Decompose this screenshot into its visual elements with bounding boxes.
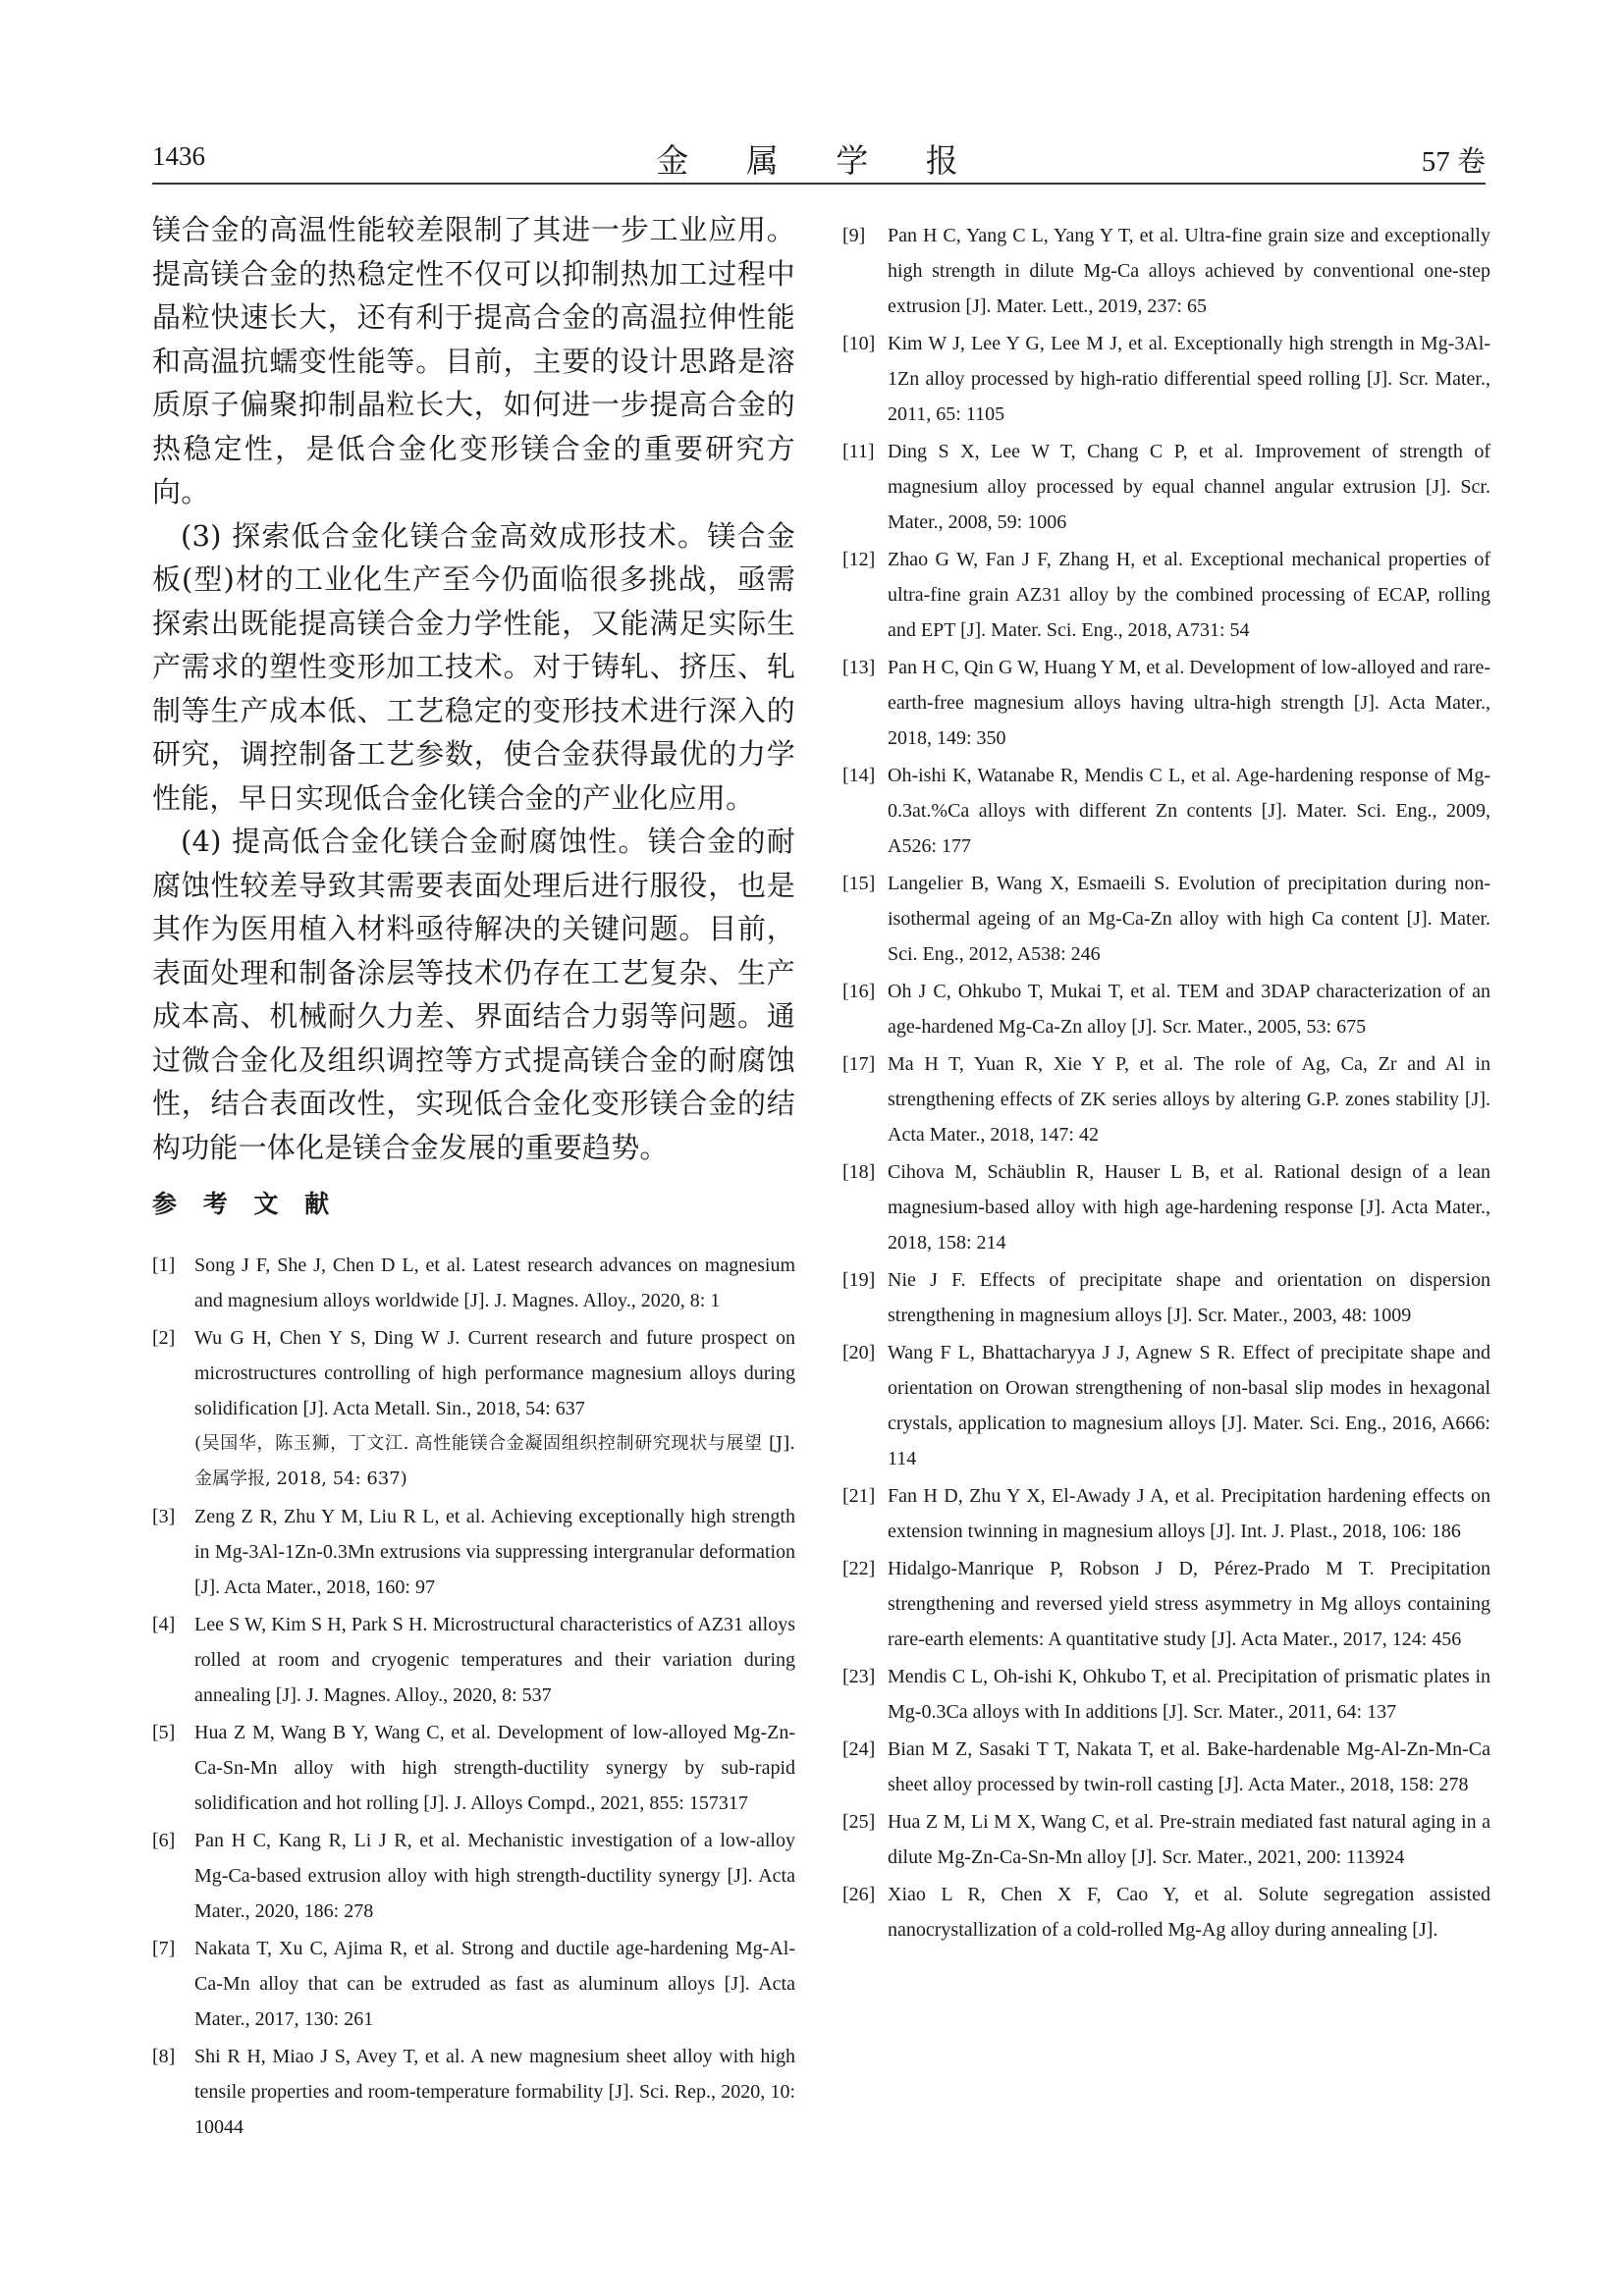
reference-item — [842, 434, 1490, 540]
reference-text: Mendis C L, Oh-ishi K, Ohkubo T, et al. Precipitation of prismatic plates in Mg-0.3Ca alloys with In additions [J]. Scr. Mater., 2011, 64: 137 — [888, 1666, 1490, 1723]
reference-text: Hua Z M, Wang B Y, Wang C, et al. Development of low-alloyed Mg-Zn-Ca-Sn-Mn alloy with high strength-ductility synergy by sub-rapid solidification and hot rolling [J]. J. Alloys Compd., 2021, 855: 157317 — [194, 1722, 795, 1814]
reference-number: [14] — [842, 765, 876, 786]
reference-number: [7] — [152, 1938, 176, 1959]
reference-text: Hua Z M, Li M X, Wang C, et al. Pre-strain mediated fast natural aging in a dilute Mg-Zn-Ca-Sn-Mn alloy [J]. Scr. Mater., 2021, 200: 113924 — [888, 1811, 1490, 1868]
reference-number: [26] — [842, 1884, 876, 1905]
reference-item — [842, 1478, 1490, 1549]
reference-text: Ma H T, Yuan R, Xie Y P, et al. The role of Ag, Ca, Zr and Al in strengthening effects of ZK series alloys by altering G.P. zones stability [J]. Acta Mater., 2018, 147: 42 — [888, 1053, 1490, 1146]
body-paragraph: (3) 探索低合金化镁合金高效成形技术。镁合金板(型)材的工业化生产至今仍面临很多挑战，亟需探索出既能提高镁合金力学性能，又能满足实际生产需求的塑性变形加工技术。对于铸轧、挤压、轧制等生产成本低、工艺稳定的变形技术进行深入的研究，调控制备工艺参数，使合金获得最优的力学性能，早日实现低合金化镁合金的产业化应用。 — [152, 518, 795, 815]
reference-translation: (吴国华，陈玉狮，丁文江. 高性能镁合金凝固组织控制研究现状与展望 [J]. 金属学报, 2018, 54: 637) — [194, 1433, 795, 1489]
reference-number: [3] — [152, 1506, 176, 1527]
reference-item — [842, 1335, 1490, 1476]
reference-number: [11] — [842, 441, 875, 462]
reference-number: [21] — [842, 1485, 876, 1507]
reference-text: Pan H C, Yang C L, Yang Y T, et al. Ultra-fine grain size and exceptionally high strength in dilute Mg-Ca alloys achieved by conventional one-step extrusion [J]. Mater. Lett., 2019, 237: 65 — [888, 225, 1490, 317]
volume-label: 57 卷 — [1421, 146, 1486, 178]
reference-text: Nie J F. Effects of precipitate shape and orientation on dispersion strengthening in magnesium alloys [J]. Scr. Mater., 2003, 48: 1009 — [888, 1269, 1490, 1326]
reference-item — [152, 2039, 795, 2145]
reference-number: [9] — [842, 225, 866, 246]
reference-number: [17] — [842, 1053, 876, 1075]
reference-list — [152, 1248, 795, 2145]
reference-item — [152, 1715, 795, 1821]
reference-item — [842, 326, 1490, 432]
reference-text: Song J F, She J, Chen D L, et al. Latest research advances on magnesium and magnesium alloys worldwide [J]. J. Magnes. Alloy., 2020, 8: 1 — [194, 1255, 795, 1311]
reference-number: [15] — [842, 873, 876, 894]
reference-number: [20] — [842, 1342, 876, 1363]
reference-number: [13] — [842, 657, 876, 678]
reference-text: Cihova M, Schäublin R, Hauser L B, et al. Rational design of a lean magnesium-based alloy with high age-hardening response [J]. Acta Mater., 2018, 158: 214 — [888, 1161, 1490, 1254]
reference-item — [152, 1823, 795, 1929]
reference-text: Oh-ishi K, Watanabe R, Mendis C L, et al. Age-hardening response of Mg-0.3at.%Ca alloys with different Zn contents [J]. Mater. Sci. Eng., 2009, A526: 177 — [888, 765, 1490, 857]
reference-number: [6] — [152, 1830, 176, 1851]
reference-item — [152, 1931, 795, 2037]
reference-text: Lee S W, Kim S H, Park S H. Microstructural characteristics of AZ31 alloys rolled at room and cryogenic temperatures and their variation during annealing [J]. J. Magnes. Alloy., 2020, 8: 537 — [194, 1614, 795, 1706]
reference-item — [842, 866, 1490, 972]
reference-number: [10] — [842, 333, 876, 354]
reference-number: [1] — [152, 1255, 176, 1276]
reference-text: Shi R H, Miao J S, Avey T, et al. A new magnesium sheet alloy with high tensile properties and room-temperature formability [J]. Sci. Rep., 2020, 10: 10044 — [194, 2046, 795, 2138]
reference-item — [842, 1659, 1490, 1730]
reference-item — [842, 1154, 1490, 1260]
reference-item — [842, 1046, 1490, 1152]
reference-text: Nakata T, Xu C, Ajima R, et al. Strong and ductile age-hardening Mg-Al-Ca-Mn alloy that can be extruded as fast as aluminum alloys [J]. Acta Mater., 2017, 130: 261 — [194, 1938, 795, 2030]
reference-number: [24] — [842, 1738, 876, 1760]
reference-text: Hidalgo-Manrique P, Robson J D, Pérez-Prado M T. Precipitation strengthening and reversed yield stress asymmetry in Mg alloys containing rare-earth elements: A quantitative study [J]. Acta Mater., 2017, 124: 456 — [888, 1558, 1490, 1650]
reference-number: [16] — [842, 981, 876, 1002]
reference-text: Xiao L R, Chen X F, Cao Y, et al. Solute segregation assisted nanocrystallization of a cold-rolled Mg-Ag alloy during annealing [J]. — [888, 1884, 1490, 1941]
right-column — [842, 218, 1490, 1949]
reference-item — [842, 650, 1490, 756]
reference-text: Pan H C, Kang R, Li J R, et al. Mechanistic investigation of a low-alloy Mg-Ca-based extrusion alloy with high strength-ductility synergy [J]. Acta Mater., 2020, 186: 278 — [194, 1830, 795, 1922]
reference-text: Wu G H, Chen Y S, Ding W J. Current research and future prospect on microstructures controlling of high performance magnesium alloys during solidification [J]. Acta Metall. Sin., 2018, 54: 637 — [194, 1327, 795, 1419]
reference-text: Fan H D, Zhu Y X, El-Awady J A, et al. Precipitation hardening effects on extension twinning in magnesium alloys [J]. Int. J. Plast., 2018, 106: 186 — [888, 1485, 1490, 1542]
reference-number: [8] — [152, 2046, 176, 2067]
reference-number: [4] — [152, 1614, 176, 1635]
reference-number: [25] — [842, 1811, 876, 1833]
reference-item — [842, 218, 1490, 324]
reference-text: Pan H C, Qin G W, Huang Y M, et al. Development of low-alloyed and rare-earth-free magnesium alloys having ultra-high strength [J]. Acta Mater., 2018, 149: 350 — [888, 657, 1490, 749]
running-header — [152, 135, 1486, 183]
reference-text: Bian M Z, Sasaki T T, Nakata T, et al. Bake-hardenable Mg-Al-Zn-Mn-Ca sheet alloy processed by twin-roll casting [J]. Acta Mater., 2018, 158: 278 — [888, 1738, 1490, 1795]
reference-item — [152, 1320, 795, 1497]
reference-number: [19] — [842, 1269, 876, 1291]
reference-text: Kim W J, Lee Y G, Lee M J, et al. Exceptionally high strength in Mg-3Al-1Zn alloy processed by high-ratio differential speed rolling [J]. Scr. Mater., 2011, 65: 1105 — [888, 333, 1490, 425]
reference-text: Zhao G W, Fan J F, Zhang H, et al. Exceptional mechanical properties of ultra-fine grain AZ31 alloy by the combined processing of ECAP, rolling and EPT [J]. Mater. Sci. Eng., 2018, A731: 54 — [888, 549, 1490, 641]
reference-list — [842, 218, 1490, 1948]
reference-number: [18] — [842, 1161, 876, 1183]
reference-item — [152, 1607, 795, 1713]
reference-item — [842, 1877, 1490, 1948]
references-heading: 参 考 文 献 — [152, 1190, 339, 1218]
reference-text: Zeng Z R, Zhu Y M, Liu R L, et al. Achieving exceptionally high strength in Mg-3Al-1Zn-0.3Mn extrusions via suppressing intergranular deformation [J]. Acta Mater., 2018, 160: 97 — [194, 1506, 795, 1598]
header-rule — [152, 183, 1486, 185]
reference-number: [22] — [842, 1558, 876, 1579]
reference-item — [152, 1499, 795, 1605]
page-number: 1436 — [152, 141, 205, 171]
body-paragraph: (4) 提高低合金化镁合金耐腐蚀性。镁合金的耐腐蚀性较差导致其需要表面处理后进行服役，也是其作为医用植入材料亟待解决的关键问题。目前，表面处理和制备涂层等技术仍存在工艺复杂、生产成本高、机械耐久力差、界面结合力弱等问题。通过微合金化及组织调控等方式提高镁合金的耐腐蚀性，结合表面改性，实现低合金化变形镁合金的结构功能一体化是镁合金发展的重要趋势。 — [152, 825, 795, 1164]
reference-item — [842, 1732, 1490, 1802]
reference-text: Ding S X, Lee W T, Chang C P, et al. Improvement of strength of magnesium alloy processed by equal channel angular extrusion [J]. Scr. Mater., 2008, 59: 1006 — [888, 441, 1490, 533]
reference-item — [842, 1551, 1490, 1657]
reference-text: Langelier B, Wang X, Esmaeili S. Evolution of precipitation during non-isothermal ageing of an Mg-Ca-Zn alloy with high Ca content [J]. Mater. Sci. Eng., 2012, A538: 246 — [888, 873, 1490, 965]
reference-text: Oh J C, Ohkubo T, Mukai T, et al. TEM and 3DAP characterization of an age-hardened Mg-Ca-Zn alloy [J]. Scr. Mater., 2005, 53: 675 — [888, 981, 1490, 1038]
reference-item — [842, 974, 1490, 1044]
reference-number: [2] — [152, 1327, 176, 1349]
reference-item — [842, 758, 1490, 864]
body-paragraph: 镁合金的高温性能较差限制了其进一步工业应用。提高镁合金的热稳定性不仅可以抑制热加工过程中晶粒快速长大，还有利于提高合金的高温拉伸性能和高温抗蠕变性能等。目前，主要的设计思路是溶质原子偏聚抑制晶粒长大，如何进一步提高合金的热稳定性，是低合金化变形镁合金的重要研究方向。 — [152, 213, 795, 508]
reference-number: [23] — [842, 1666, 876, 1687]
reference-text: Wang F L, Bhattacharyya J J, Agnew S R. Effect of precipitate shape and orientation on Orowan strengthening of non-basal slip modes in hexagonal crystals, application to magnesium alloys [J]. Mater. Sci. Eng., 2016, A666: 114 — [888, 1342, 1490, 1469]
left-column — [152, 208, 795, 2147]
reference-item — [152, 1248, 795, 1318]
reference-number: [12] — [842, 549, 876, 570]
reference-number: [5] — [152, 1722, 176, 1743]
journal-title: 金 属 学 报 — [656, 141, 982, 180]
reference-item — [842, 1262, 1490, 1333]
reference-item — [842, 1804, 1490, 1875]
reference-item — [842, 542, 1490, 648]
